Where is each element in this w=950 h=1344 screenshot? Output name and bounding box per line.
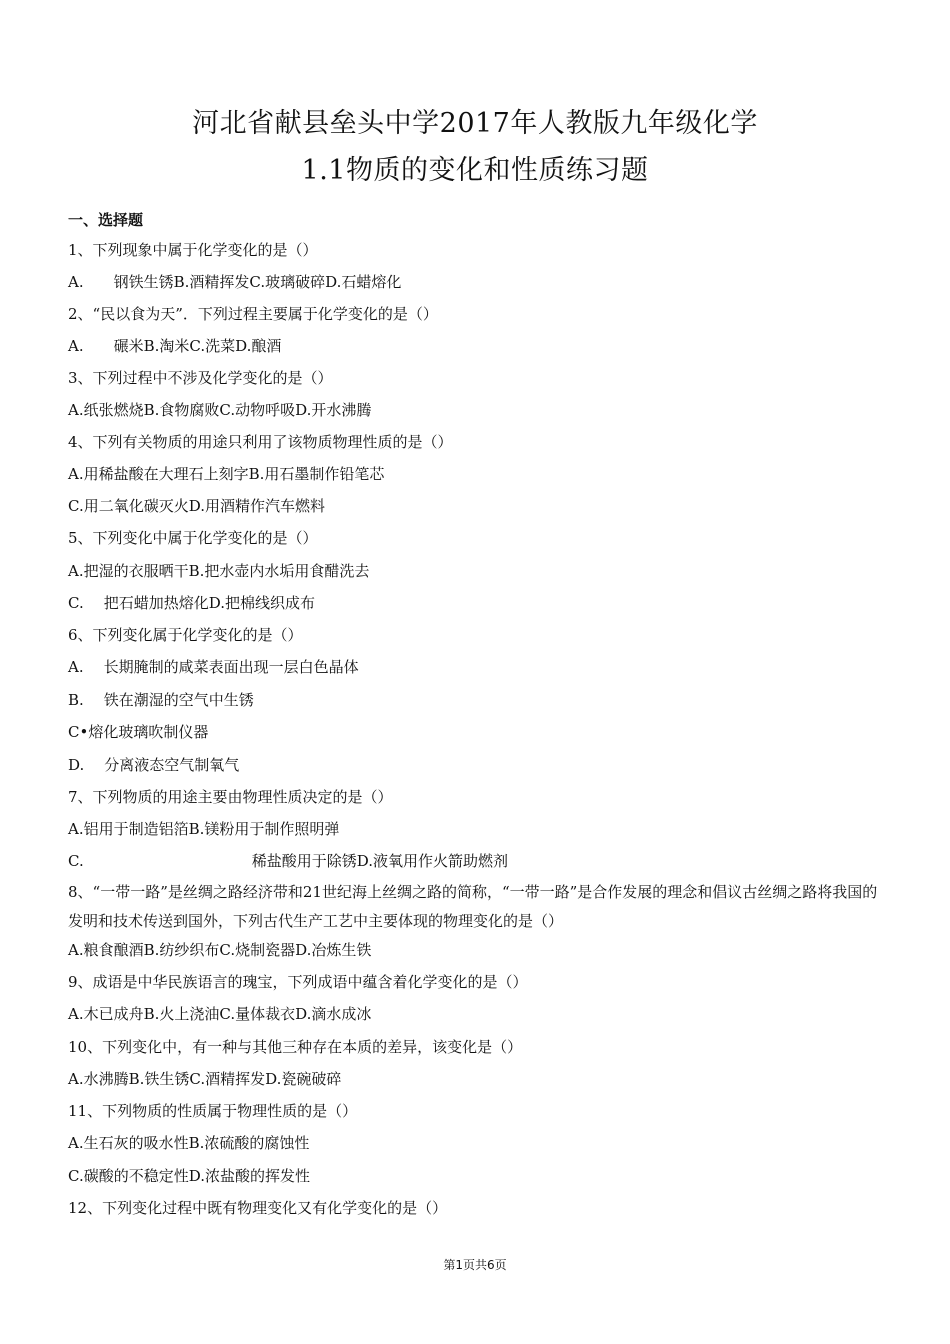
section-heading: 一、选择题 <box>68 211 144 229</box>
question-6-option-a: A. 长期腌制的咸菜表面出现一层白色晶体 <box>68 658 359 676</box>
question-6-option-d: D. 分离液态空气制氧气 <box>68 756 240 774</box>
question-11-options-cd: C.碳酸的不稳定性D.浓盐酸的挥发性 <box>68 1167 310 1185</box>
question-7: 7、下列物质的用途主要由物理性质决定的是（） <box>68 788 393 806</box>
question-1-options: A. 钢铁生锈B.酒精挥发C.玻璃破碎D.石蜡熔化 <box>68 273 402 291</box>
question-4-options-ab: A.用稀盐酸在大理石上刻字B.用石墨制作铅笔芯 <box>68 465 385 483</box>
question-2-options: A. 碾米B.淘米C.洗菜D.酿酒 <box>68 337 282 355</box>
question-3-options: A.纸张燃烧B.食物腐败C.动物呼吸D.开水沸腾 <box>68 401 372 419</box>
question-7-options-cd: C. 稀盐酸用于除锈D.液氧用作火箭助燃剂 <box>68 852 508 870</box>
question-4: 4、下列有关物质的用途只利用了该物质物理性质的是（） <box>68 433 453 451</box>
question-9: 9、成语是中华民族语言的瑰宝，下列成语中蕴含着化学变化的是（） <box>68 973 528 991</box>
question-10-options: A.水沸腾B.铁生锈C.酒精挥发D.瓷碗破碎 <box>68 1070 342 1088</box>
question-5-options-ab: A.把湿的衣服晒干B.把水壶内水垢用食醋洗去 <box>68 562 370 580</box>
page-footer: 第1页共6页 <box>443 1258 507 1272</box>
question-6: 6、下列变化属于化学变化的是（） <box>68 626 303 644</box>
question-10: 10、下列变化中，有一种与其他三种存在本质的差异，该变化是（） <box>68 1038 523 1056</box>
question-6-option-b: B. 铁在潮湿的空气中生锈 <box>68 691 254 709</box>
question-5-options-cd: C. 把石蜡加热熔化D.把棉线织成布 <box>68 594 315 612</box>
document-title-line2: 1.1物质的变化和性质练习题 <box>301 155 649 186</box>
question-2: 2、“民以食为天”．下列过程主要属于化学变化的是（） <box>68 305 438 323</box>
question-6-option-c: C•熔化玻璃吹制仪器 <box>68 723 209 741</box>
document-title-line1: 河北省献县垒头中学2017年人教版九年级化学 <box>192 108 758 139</box>
question-12: 12、下列变化过程中既有物理变化又有化学变化的是（） <box>68 1199 448 1217</box>
question-5: 5、下列变化中属于化学变化的是（） <box>68 529 318 547</box>
question-9-options: A.木已成舟B.火上浇油C.量体裁衣D.滴水成冰 <box>68 1005 372 1023</box>
question-7-options-ab: A.铝用于制造铝箔B.镁粉用于制作照明弹 <box>68 820 340 838</box>
question-11: 11、下列物质的性质属于物理性质的是（） <box>68 1102 358 1120</box>
question-4-options-cd: C.用二氧化碳灭火D.用酒精作汽车燃料 <box>68 497 325 515</box>
question-11-options-ab: A.生石灰的吸水性B.浓硫酸的腐蚀性 <box>68 1134 310 1152</box>
question-1: 1、下列现象中属于化学变化的是（） <box>68 241 318 259</box>
question-3: 3、下列过程中不涉及化学变化的是（） <box>68 369 333 387</box>
question-8: 8、“一带一路”是丝绸之路经济带和21世纪海上丝绸之路的简称，“一带一路”是合作发展的理念和倡议古丝绸之路将我国的发明和技术传送到国外，下列古代生产工艺中主要体现的物理变化的是（） <box>68 883 878 930</box>
question-8-options: A.粮食酿酒B.纺纱织布C.烧制瓷器D.冶炼生铁 <box>68 941 372 959</box>
